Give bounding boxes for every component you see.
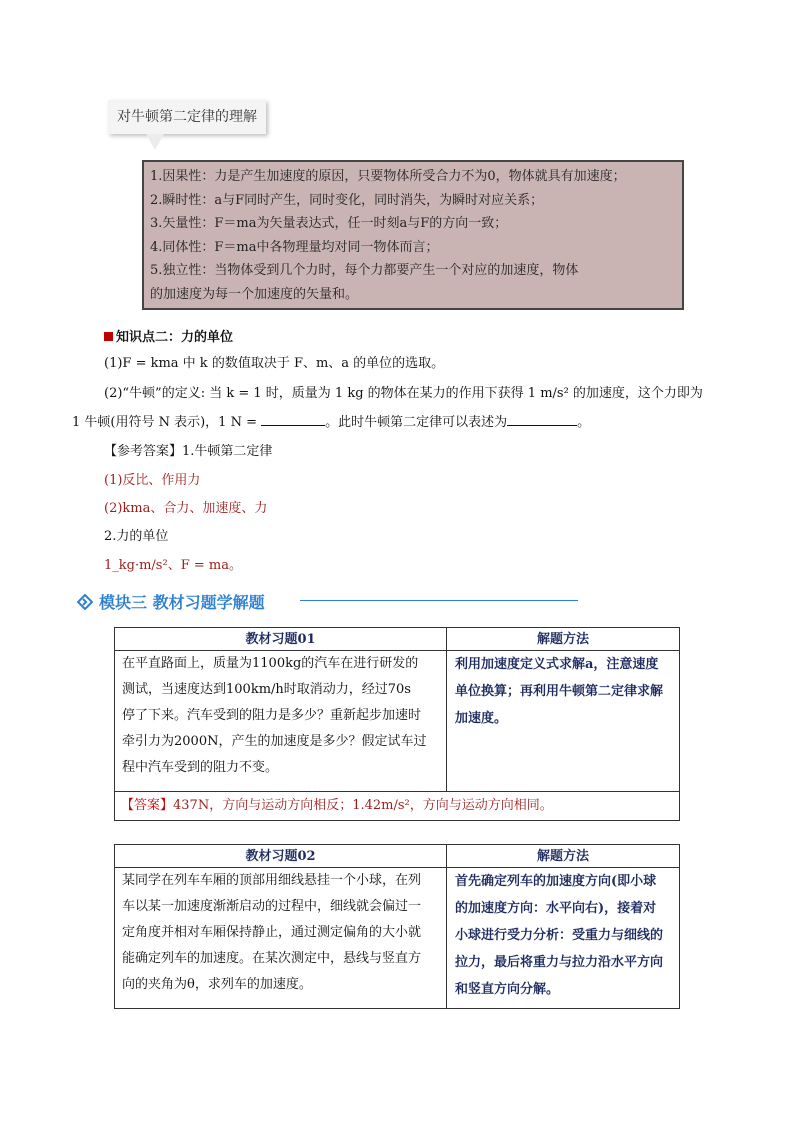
diamond-arrow-icon xyxy=(77,594,93,610)
exercise-line: 定角度并相对车厢保持静止，通过测定偏角的大小就 xyxy=(122,925,422,940)
exercise-table-2 xyxy=(114,844,680,1009)
paragraph-3-text-b: 。此时牛顿第二定律可以表述为 xyxy=(325,415,508,430)
method-header: 解题方法 xyxy=(447,845,680,868)
paragraph-3 xyxy=(72,413,590,433)
exercise-line: 在平直路面上，质量为1100kg的汽车在进行研发的 xyxy=(122,656,419,671)
exercise-line: 牵引力为2000N，产生的加速度是多少？假定试车过 xyxy=(122,734,427,749)
fill-blank xyxy=(507,413,577,426)
answer-line-2: (2)kma、合力、加速度、力 xyxy=(104,501,268,516)
fill-blank xyxy=(261,413,325,426)
method-line: 首先确定列车的加速度方向(即小球 xyxy=(455,874,657,889)
exercise-line: 程中汽车受到的阻力不变。 xyxy=(122,760,279,775)
method-header: 解题方法 xyxy=(447,628,680,651)
paragraph-1: (1)F = kma 中 k 的数值取决于 F、m、a 的单位的选取。 xyxy=(104,356,445,371)
exercise-header: 教材习题02 xyxy=(115,845,447,868)
answer-line-3: 1_kg·m/s²、F = ma。 xyxy=(104,558,242,573)
red-square-icon xyxy=(104,332,113,341)
summary-line: 5.独立性：当物体受到几个力时，每个力都要产生一个对应的加速度，物体 xyxy=(150,263,579,279)
answer-label: 【答案】 xyxy=(121,798,174,813)
exercise-body xyxy=(115,651,447,792)
method-line: 加速度。 xyxy=(455,711,508,726)
method-body xyxy=(447,651,680,792)
sub-heading: 2.力的单位 xyxy=(104,529,169,544)
exercise-line: 向的夹角为θ，求列车的加速度。 xyxy=(122,977,312,992)
answer-line-1: (1)反比、作用力 xyxy=(104,473,201,488)
exercise-line: 测试，当速度达到100km/h时取消动力，经过70s xyxy=(122,682,411,697)
method-line: 和竖直方向分解。 xyxy=(455,982,560,997)
method-line: 利用加速度定义式求解a，注意速度 xyxy=(455,657,659,672)
summary-line: 4.同体性：F＝ma中各物理量均对同一物体而言； xyxy=(150,239,439,255)
summary-line: 的加速度为每一个加速度的矢量和。 xyxy=(150,286,359,302)
paragraph-3-text-a: 1 牛顿(用符号 N 表示)，1 N = xyxy=(72,415,257,430)
module-title: 模块三 教材习题学解题 xyxy=(99,593,265,612)
paragraph-2: (2)“牛顿”的定义: 当 k = 1 时，质量为 1 kg 的物体在某力的作用下获得 1 m/s² 的加速度，这个力即为 xyxy=(104,386,703,401)
exercise-body xyxy=(115,868,447,1009)
summary-line: 2.瞬时性：a与F同时产生，同时变化，同时消失，为瞬时对应关系； xyxy=(150,192,544,208)
exercise-header: 教材习题01 xyxy=(115,628,447,651)
method-line: 单位换算；再利用牛顿第二定律求解 xyxy=(455,684,664,699)
method-body xyxy=(447,868,680,1009)
exercise-line: 某同学在列车车厢的顶部用细线悬挂一个小球，在列 xyxy=(122,873,422,888)
paragraph-3-text-c: 。 xyxy=(577,415,591,430)
summary-line: 1.因果性：力是产生加速度的原因，只要物体所受合力不为0，物体就具有加速度； xyxy=(150,169,626,184)
exercise-table-1 xyxy=(114,627,680,821)
module-header xyxy=(77,590,265,613)
exercise-line: 停了下来。汽车受到的阻力是多少？重新起步加速时 xyxy=(122,708,422,723)
callout-tail xyxy=(146,134,164,150)
answer-row xyxy=(115,792,680,821)
summary-line: 3.矢量性：F＝ma为矢量表达式，任一时刻a与F的方向一致； xyxy=(150,216,508,232)
callout-label: 对牛顿第二定律的理解 xyxy=(108,100,266,134)
module-divider xyxy=(300,600,578,601)
exercise-line: 能确定列车的加速度。在某次测定中，悬线与竖直方 xyxy=(122,951,422,966)
knowledge-point-heading xyxy=(104,326,233,345)
method-line: 小球进行受力分析：受重力与细线的 xyxy=(455,928,664,943)
reference-answer-label: 【参考答案】1.牛顿第二定律 xyxy=(104,444,273,459)
summary-box xyxy=(142,160,684,310)
answer-text: 437N，方向与运动方向相反；1.42m/s²，方向与运动方向相同。 xyxy=(173,798,553,813)
method-line: 的加速度方向：水平向右)，接着对 xyxy=(455,901,657,916)
knowledge-point-title: 知识点二：力的单位 xyxy=(116,330,234,345)
exercise-line: 车以某一加速度渐渐启动的过程中，细线就会偏过一 xyxy=(122,899,422,914)
method-line: 拉力，最后将重力与拉力沿水平方向 xyxy=(455,955,664,970)
